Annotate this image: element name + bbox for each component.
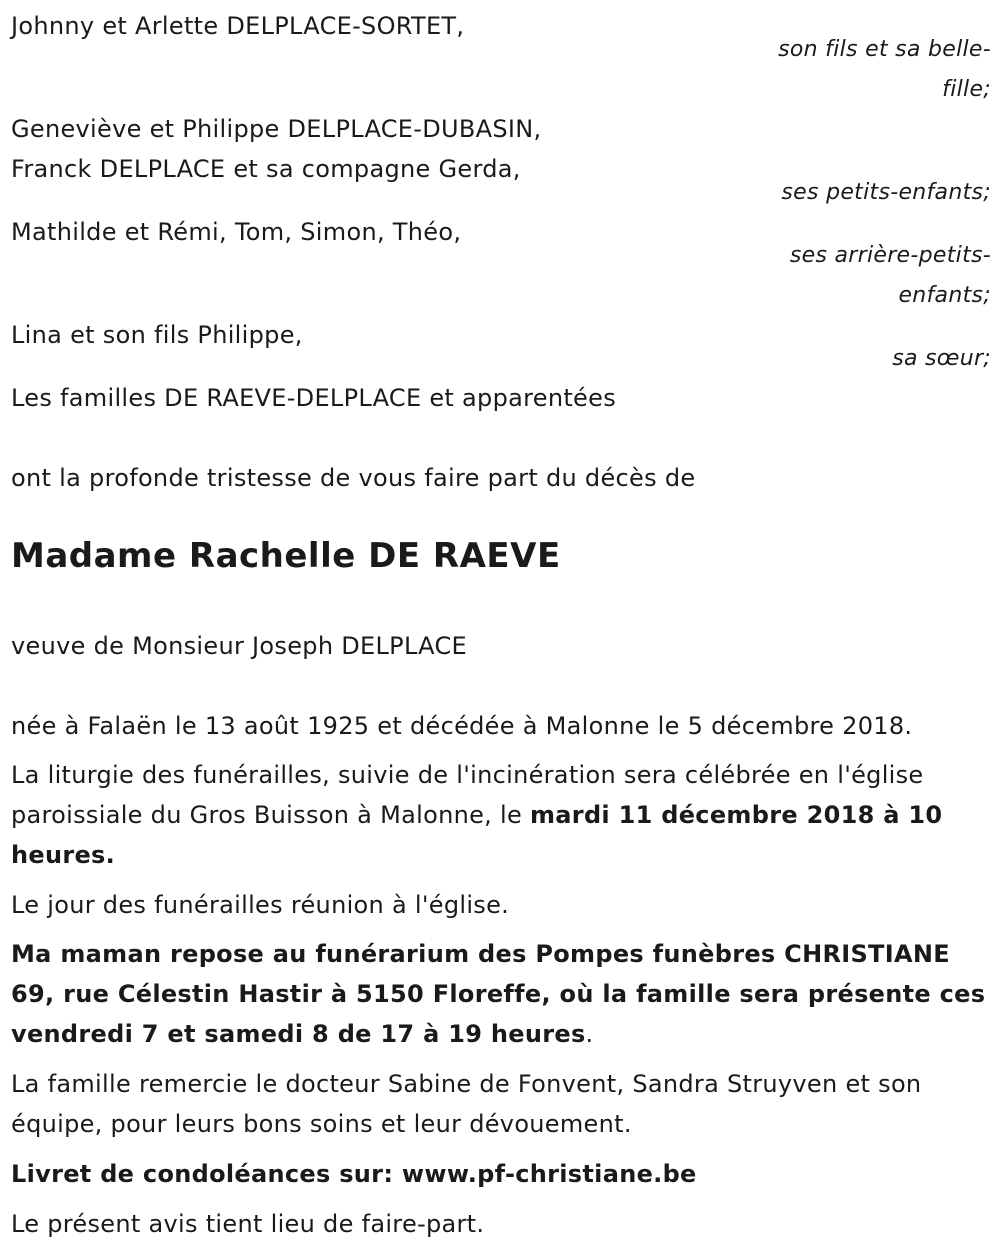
thanks-paragraph: La famille remercie le docteur Sabine de Fonvent, Sandra Struyven et son équipe, pour leurs bons soins et leur dévouement. <box>11 1070 922 1138</box>
families-line: Les familles DE RAEVE-DELPLACE et apparentées <box>11 384 616 412</box>
funeral-liturgy-text: La liturgie des funérailles, suivie de l'incinération sera célébrée en l'église paroissiale du Gros Buisson à Malonne, le <box>11 761 924 829</box>
condolences-link-line: Livret de condoléances sur: www.pf-christiane.be <box>11 1160 697 1188</box>
grandchildren-role: ses petits-enfants; <box>781 180 991 205</box>
sister-line: Lina et son fils Philippe, <box>11 321 303 349</box>
son-couple: Johnny et Arlette DELPLACE-SORTET, <box>11 12 465 40</box>
funerarium-paragraph <box>11 934 986 1054</box>
sister-role: sa sœur; <box>892 346 991 371</box>
funeral-date: mardi 11 décembre 2018 à 10 heures. <box>11 801 943 869</box>
grandchild-line-2: Franck DELPLACE et sa compagne Gerda, <box>11 155 521 183</box>
great-grandchildren-role-line-1: ses arrière-petits- <box>789 243 991 268</box>
son-role-line-1: son fils et sa belle- <box>778 37 991 62</box>
widow-of-line: veuve de Monsieur Joseph DELPLACE <box>11 632 467 660</box>
great-grandchildren-role-line-2: enfants; <box>898 283 991 308</box>
meeting-line: Le jour des funérailles réunion à l'église. <box>11 891 510 919</box>
funerarium-text: Ma maman repose au funérarium des Pompes funèbres CHRISTIANE 69, rue Célestin Hastir à 5150 Floreffe, où la famille sera présente ces vendredi 7 et samedi 8 de 17 à 19 heures <box>11 940 986 1048</box>
grandchild-line-1: Geneviève et Philippe DELPLACE-DUBASIN, <box>11 115 542 143</box>
great-grandchildren: Mathilde et Rémi, Tom, Simon, Théo, <box>11 218 462 246</box>
son-role-line-2: fille; <box>942 77 991 102</box>
birth-death-line: née à Falaën le 13 août 1925 et décédée à Malonne le 5 décembre 2018. <box>11 712 913 740</box>
deceased-name: Madame Rachelle DE RAEVE <box>11 536 561 576</box>
announcement-text: ont la profonde tristesse de vous faire part du décès de <box>11 464 696 492</box>
funerarium-end: . <box>585 1020 594 1048</box>
notice-line: Le présent avis tient lieu de faire-part. <box>11 1210 485 1238</box>
funeral-liturgy-paragraph <box>11 755 986 875</box>
